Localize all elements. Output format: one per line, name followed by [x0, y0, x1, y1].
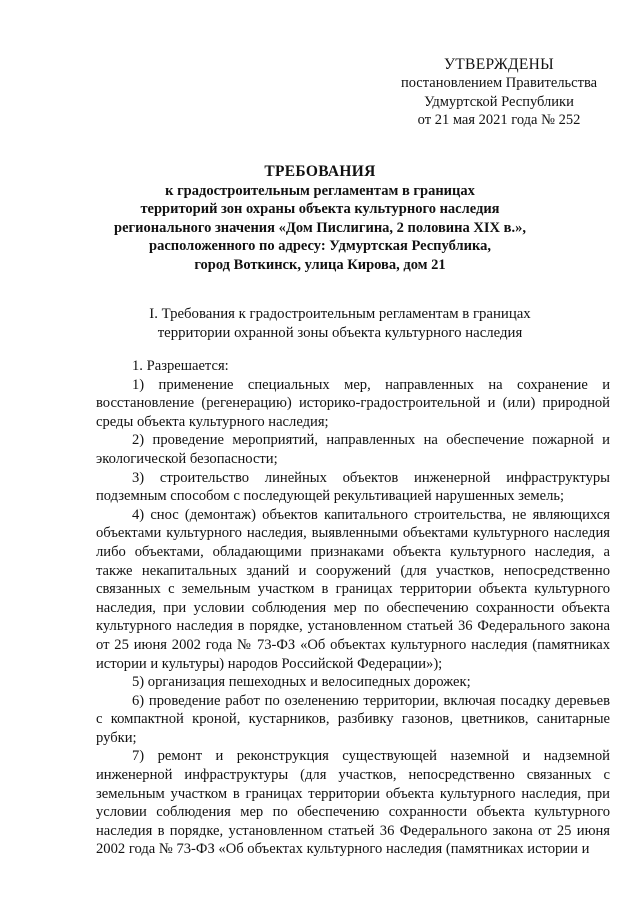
paragraph-item-7: 7) ремонт и реконструкция существующей наземной и надземной инженерной инфраструктуры (для участков, непосредственно связанных с земельным участком в границах территории объекта культурного наследия, при условии соблюдения мер по обеспечению сохранности объекта культурного наследия в порядке, установленном статьей 36 Федерального закона от 25 июня 2002 года № 73-ФЗ «Об объектах культурного наследия (памятниках истории и — [96, 748, 610, 858]
document-title-line-4: расположенного по адресу: Удмуртская Республика, — [149, 238, 491, 255]
section-heading-line-1: I. Требования к градостроительным регламентам в границах — [149, 306, 531, 322]
document-title-line-5: город Воткинск, улица Кирова, дом 21 — [194, 256, 446, 273]
approval-stamp — [384, 56, 614, 129]
document-body — [96, 357, 610, 859]
paragraph-permitted-heading: 1. Разрешается: — [132, 358, 229, 374]
approval-heading: УТВЕРЖДЕНЫ — [444, 56, 554, 73]
section-heading — [95, 305, 585, 342]
approval-line-2: Удмуртской Республики — [424, 93, 574, 110]
approval-line-1: постановлением Правительства — [400, 75, 598, 92]
section-heading-line-2: территории охранной зоны объекта культурного наследия — [157, 324, 523, 341]
document-title — [108, 163, 532, 275]
paragraph-item-3: 3) строительство линейных объектов инженерной инфраструктуры подземным способом с последующей рекультивацией нарушенных земель; — [96, 469, 610, 505]
document-title-line-1: к градостроительным регламентам в границах — [165, 182, 475, 199]
paragraph-item-1: 1) применение специальных мер, направленных на сохранение и восстановление (регенерацию) историко-градостроительной и (или) природной среды объекта культурного наследия; — [96, 376, 610, 430]
paragraph-item-2: 2) проведение мероприятий, направленных на обеспечение пожарной и экологической безопасности; — [96, 432, 610, 467]
document-title-line-2: территорий зон охраны объекта культурного наследия — [140, 201, 500, 218]
document-title-main: ТРЕБОВАНИЯ — [264, 163, 376, 180]
document-title-line-3: регионального значения «Дом Пислигина, 2 половина XIX в.», — [114, 219, 526, 236]
paragraph-item-5: 5) организация пешеходных и велосипедных дорожек; — [132, 674, 471, 691]
paragraph-item-6: 6) проведение работ по озеленению территории, включая посадку деревьев с компактной кроной, кустарников, разбивку газонов, цветников, санитарные рубки; — [96, 692, 610, 746]
approval-line-3: от 21 мая 2021 года № 252 — [417, 111, 581, 128]
paragraph-item-4: 4) снос (демонтаж) объектов капитального строительства, не являющихся объектами культурного наследия, выявленными объектами культурного наследия либо объектами, обладающими признаками объекта культурного наследия, а также некапитальных зданий и сооружений (для участков, непосредственно связанных с земельным участком в границах территории объекта культурного наследия, при условии соблюдения мер по обеспечению сохранности объекта культурного наследия в порядке, установленном статьей 36 Федерального закона от 25 июня 2002 года № 73-ФЗ «Об объектах культурного наследия (памятниках истории и культуры) народов Российской Федерации»); — [96, 506, 610, 672]
